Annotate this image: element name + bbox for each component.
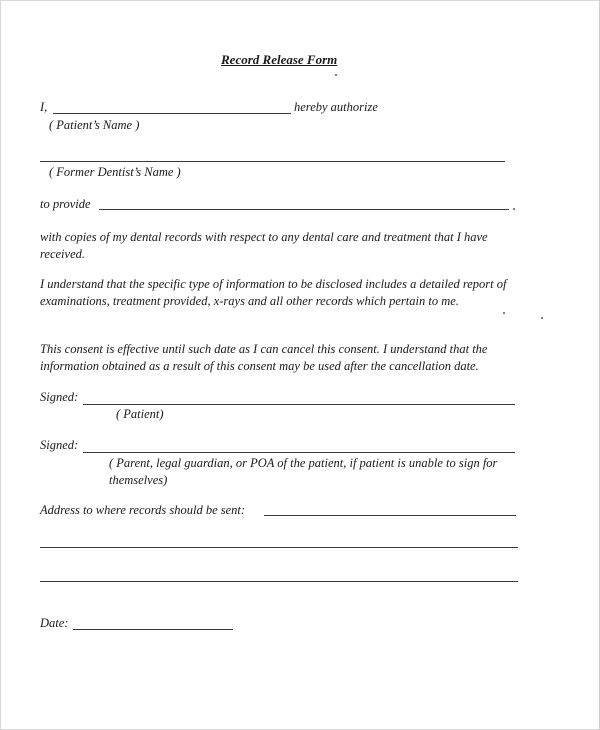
to-provide-field[interactable] — [99, 209, 509, 210]
date-label: Date: — [40, 616, 69, 630]
date-field[interactable] — [73, 629, 233, 630]
signed-label-guardian: Signed: — [40, 438, 79, 452]
authorization-prefix: I, — [40, 100, 48, 114]
patient-name-caption: ( Patient’s Name ) — [49, 118, 140, 132]
signed-label-patient: Signed: — [40, 390, 79, 404]
former-dentist-name-field[interactable] — [40, 161, 505, 162]
address-label: Address to where records should be sent: — [40, 503, 246, 517]
records-paragraph: with copies of my dental records with respect to any dental care and treatment that I have received. — [40, 230, 488, 261]
speck — [335, 74, 337, 76]
speck — [541, 317, 543, 319]
speck — [503, 312, 505, 314]
to-provide-label: to provide — [40, 197, 91, 211]
disclosure-paragraph: I understand that the specific type of information to be disclosed includes a detailed report of examinations, treatment provided, x-rays and all other records which pertain to me. — [40, 277, 507, 308]
guardian-signature-caption: ( Parent, legal guardian, or POA of the patient, if patient is unable to sign for themselves) — [109, 456, 498, 487]
address-field-line-2[interactable] — [40, 547, 518, 548]
former-dentist-caption: ( Former Dentist’s Name ) — [49, 165, 181, 179]
guardian-signature-field[interactable] — [83, 452, 515, 453]
form-title: Record Release Form — [221, 52, 338, 67]
patient-signature-field[interactable] — [83, 404, 515, 405]
patient-signature-caption: ( Patient) — [116, 407, 164, 421]
address-field-line-1[interactable] — [264, 515, 516, 516]
address-field-line-3[interactable] — [40, 581, 518, 582]
consent-paragraph: This consent is effective until such date as I can cancel this consent. I understand that the information obtained as a result of this consent may be used after the cancellation date. — [40, 342, 488, 373]
patient-name-field[interactable] — [53, 113, 291, 114]
authorization-suffix: hereby authorize — [294, 100, 378, 114]
period-mark — [513, 208, 515, 210]
